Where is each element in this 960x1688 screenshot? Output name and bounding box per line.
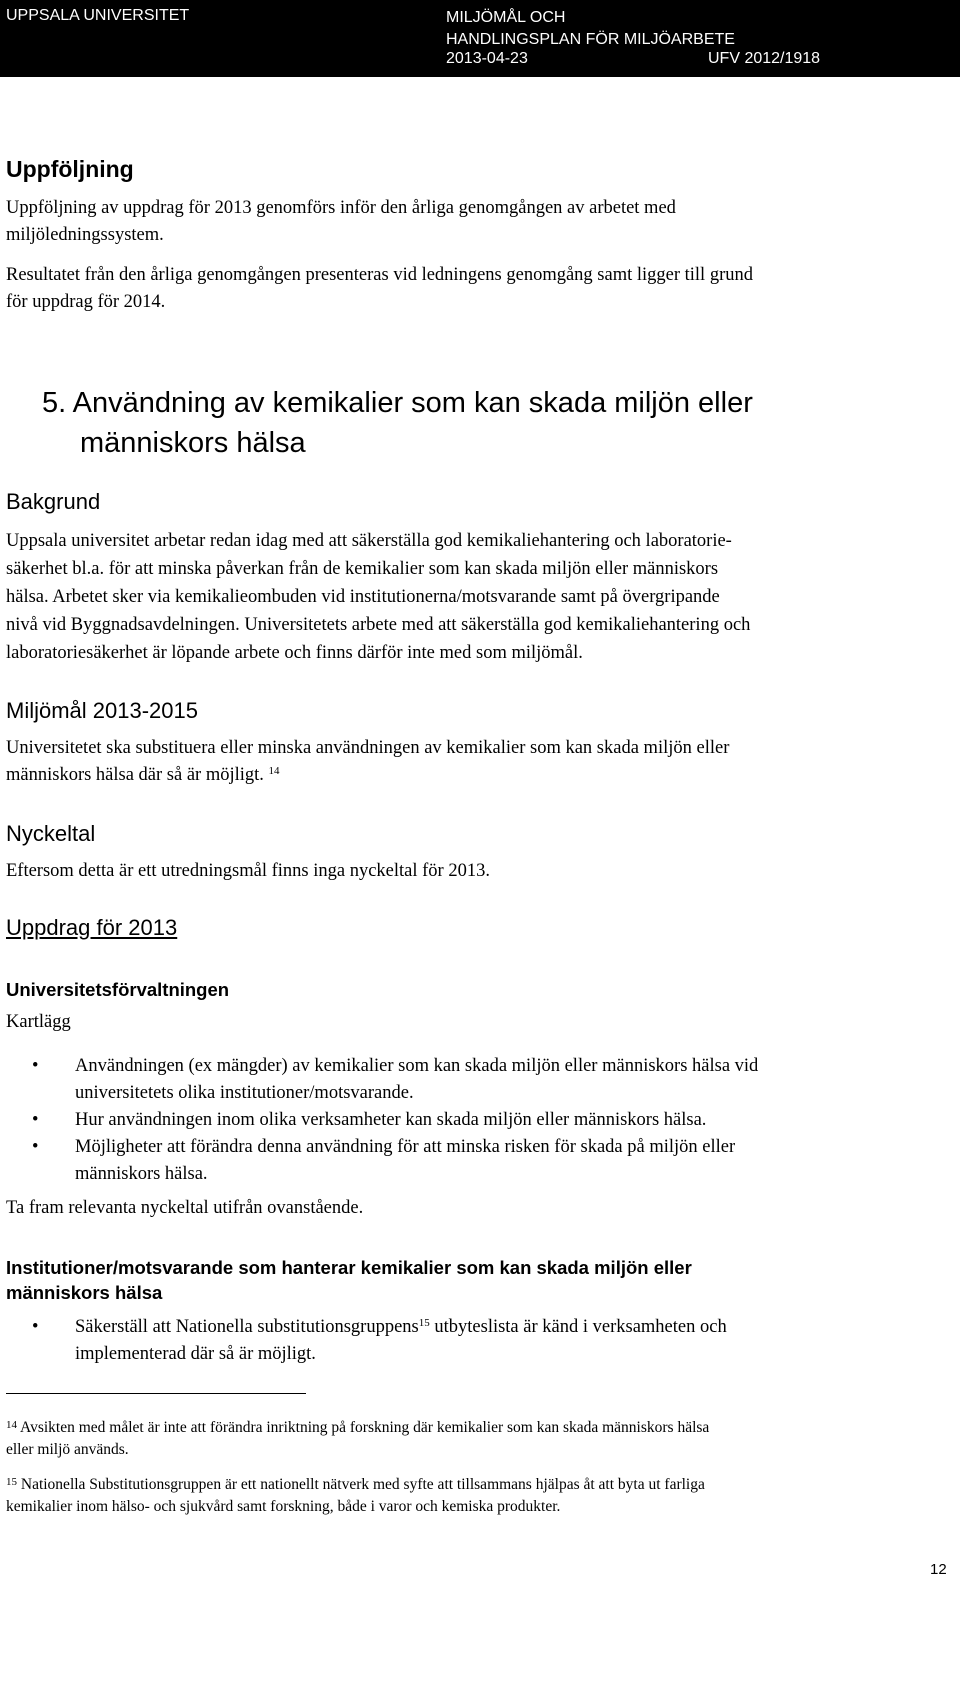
- institutions-bullet-list: [0, 1314, 900, 1368]
- kpi-instruction: Ta fram relevanta nyckeltal utifrån ovanstående.: [6, 1198, 364, 1218]
- page-number: 12: [930, 1561, 947, 1578]
- followup-paragraph-2: Resultatet från den årliga genomgången presenteras vid ledningens genomgång samt ligger till grund för uppdrag för 2014.: [6, 265, 753, 312]
- kpi-text: Eftersom detta är ett utredningsmål finns inga nyckeltal för 2013.: [6, 861, 490, 881]
- assignment-heading: Uppdrag för 2013: [6, 915, 178, 940]
- doc-title: MILJÖMÅL OCH HANDLINGSPLAN FÖR MILJÖARBETE: [446, 9, 735, 48]
- survey-label: Kartlägg: [6, 1012, 71, 1032]
- list-item: • Säkerställ att Nationella substitutionsgruppens$^{15}$ utbyteslista är känd i verksamheten och implementerad där så är möjligt.: [32, 1317, 727, 1364]
- page-header: [0, 0, 960, 77]
- section-title: 5. Användning av kemikalier som kan skada miljön eller människors hälsa: [42, 387, 753, 459]
- survey-bullet-list: [0, 1053, 900, 1188]
- footnote-14: $^{14}$ Avsikten med målet är inte att förändra inriktning på forskning där kemikalier som kan skada människors hälsa eller miljö används.: [6, 1419, 710, 1458]
- list-item: • Hur användningen inom olika verksamheter kan skada miljön eller människors hälsa.: [32, 1110, 707, 1130]
- goal-paragraph: Universitetet ska substituera eller minska användningen av kemikalier som kan skada miljön eller människors hälsa där så är möjligt. $^{14}$: [6, 738, 730, 785]
- doc-reference: UFV 2012/1918: [708, 50, 821, 67]
- footnote-divider: [6, 1393, 306, 1394]
- footnote-15: $^{15}$ Nationella Substitutionsgruppen är ett nationellt nätverk med syfte att tillsammans hjälpas åt att byta ut farliga kemikalier inom hälso- och sjukvård samt forskning, både i varor och kemiska produkter.: [6, 1476, 705, 1515]
- list-item: • Användningen (ex mängder) av kemikalier som kan skada miljön eller människors hälsa vid universitetets olika institutioner/motsvarande.: [32, 1056, 759, 1103]
- followup-heading: Uppföljning: [6, 156, 134, 182]
- goal-heading: Miljömål 2013-2015: [6, 698, 198, 723]
- list-item: • Möjligheter att förändra denna användning för att minska risken för skada på miljön eller människors hälsa.: [32, 1137, 736, 1184]
- institutions-heading: Institutioner/motsvarande som hanterar kemikalier som kan skada miljön eller människors hälsa: [6, 1257, 692, 1303]
- footnote-ref-15[interactable]: 15: [418, 1317, 430, 1329]
- followup-paragraph-1: Uppföljning av uppdrag för 2013 genomförs inför den årliga genomgången av arbetet med miljöledningssystem.: [6, 198, 676, 245]
- org-name: UPPSALA UNIVERSITET: [6, 7, 190, 24]
- background-paragraph: Uppsala universitet arbetar redan idag med att säkerställa god kemikaliehantering och laboratorie- säkerhet bl.a. för att minska påverkan från de kemikalier som kan skada miljön eller människors hälsa. Arbetet sker via kemikalieombuden vid institutionerna/motsvarande samt på övergripande nivå vid Byggnadsavdelningen. Universitetets arbete med att säkerställa god kemikaliehantering och laboratoriesäkerhet är löpande arbete och finns därför inte med som miljömål.: [6, 531, 751, 663]
- doc-date: 2013-04-23: [446, 50, 528, 67]
- kpi-heading: Nyckeltal: [6, 821, 96, 846]
- unit-heading: Universitetsförvaltningen: [6, 979, 230, 1000]
- background-heading: Bakgrund: [6, 489, 101, 514]
- footnote-ref-14[interactable]: 14: [268, 765, 280, 777]
